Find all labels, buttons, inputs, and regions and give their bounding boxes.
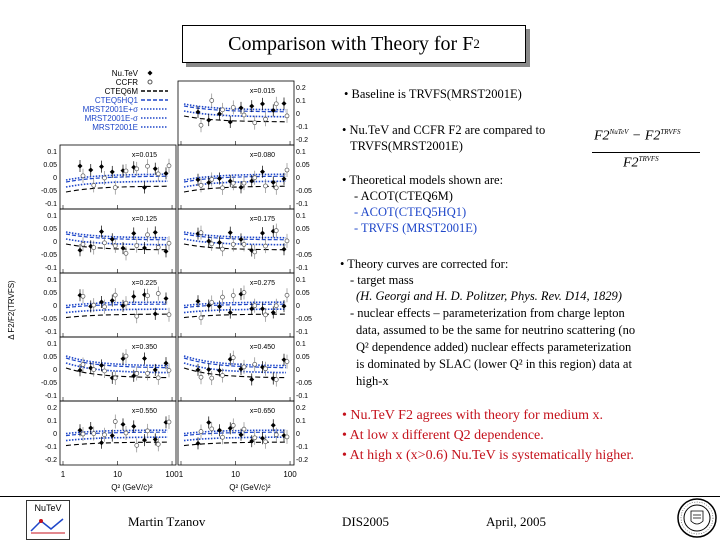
ccfr-point: [92, 303, 96, 307]
nutev-point: [206, 367, 211, 372]
ccfr-point: [221, 186, 225, 190]
legend-label: CTEQ6M: [104, 87, 138, 96]
formula-fraction-line: [592, 152, 700, 153]
nutev-point: [196, 441, 201, 446]
ccfr-point: [242, 427, 246, 431]
panel-x-label: x=0.450: [249, 344, 276, 351]
plot-panel: [60, 337, 176, 401]
ccfr-point: [146, 294, 150, 298]
y-tick-label: 0.1: [296, 341, 306, 348]
ccfr-point: [103, 241, 107, 245]
ccfr-point: [113, 244, 117, 248]
ccfr-point: [156, 376, 160, 380]
ccfr-point: [124, 354, 128, 358]
y-tick-label: -0.1: [296, 444, 309, 451]
y-tick-label: -0.05: [296, 316, 312, 323]
formula-den-f2: F2: [623, 155, 639, 171]
ccfr-point: [274, 433, 278, 437]
ccfr-point: [274, 102, 278, 106]
ccfr-point: [81, 174, 85, 178]
slide-title-text: Comparison with Theory for F: [228, 32, 474, 55]
ccfr-point: [135, 443, 139, 447]
ccfr-point: [231, 293, 235, 297]
ccfr-point: [146, 233, 150, 237]
y-tick-label: 0.05: [296, 354, 310, 361]
plot-panel: [178, 209, 294, 273]
nutev-point: [153, 230, 158, 235]
ccfr-point: [253, 176, 257, 180]
bullet-model-acot5hq1: - ACOT(CTEQ5HQ1): [354, 205, 467, 219]
f2-comparison-plot: [0, 60, 340, 510]
ccfr-point: [242, 181, 246, 185]
ccfr-point: [210, 242, 214, 246]
ccfr-point: [124, 251, 128, 255]
formula-numerator: [594, 128, 680, 145]
ccfr-point: [242, 291, 246, 295]
y-tick-label: -0.1: [296, 329, 309, 336]
plot-panel: [60, 145, 176, 209]
y-tick-label: 0.2: [296, 405, 306, 412]
ccfr-point: [221, 108, 225, 112]
y-tick-label: 0: [296, 367, 300, 374]
ccfr-point: [135, 371, 139, 375]
bullet-models-head: • Theoretical models shown are:: [342, 173, 504, 187]
panel-x-label: x=0.015: [131, 152, 158, 159]
conclusion-medium-x: • Nu.TeV F2 agrees with theory for medium x.: [342, 408, 604, 423]
x-tick-label: 100: [165, 470, 179, 479]
ccfr-point: [231, 356, 235, 360]
x-tick-label: 10: [231, 470, 240, 479]
y-tick-label: -0.2: [296, 137, 309, 144]
bullet-reference: (H. Georgi and H. D. Politzer, Phys. Rev. D14, 1829): [356, 289, 622, 303]
footer-author: Martin Tzanov: [128, 514, 206, 529]
nutev-point: [217, 368, 222, 373]
y-tick-label: -0.05: [296, 380, 312, 387]
ccfr-point: [146, 429, 150, 433]
nutev-point: [131, 424, 136, 429]
bullet-compared-l2: TRVFS(MRST2001E): [350, 139, 463, 153]
bullet-corrected-head: • Theory curves are corrected for:: [340, 257, 509, 271]
nutev-point: [260, 231, 265, 236]
ccfr-point: [124, 301, 128, 305]
ccfr-point: [103, 176, 107, 180]
ccfr-point: [285, 293, 289, 297]
x-axis-label-left: Q² (GeV/c)²: [111, 483, 153, 492]
y-tick-label: -0.2: [44, 457, 57, 464]
x-tick-label: 1: [60, 470, 66, 479]
ccfr-point: [167, 313, 171, 317]
nutev-point: [164, 296, 169, 301]
nutev-point: [88, 425, 93, 430]
ccfr-point: [264, 184, 268, 188]
bullet-nuclear-l3: Q² dependence added) nuclear effects parameterization: [356, 340, 632, 354]
y-tick-label: -0.05: [41, 252, 57, 259]
ccfr-point: [285, 435, 289, 439]
y-tick-label: 0: [296, 431, 300, 438]
ccfr-point: [274, 378, 278, 382]
ccfr-point: [103, 433, 107, 437]
y-tick-label: 0.05: [43, 290, 57, 297]
y-tick-label: -0.1: [44, 444, 57, 451]
nutev-point: [164, 171, 169, 176]
nutev-logo-text: NuTeV: [34, 503, 62, 513]
ccfr-point: [199, 231, 203, 235]
plot-panel: [60, 401, 176, 465]
nutev-point: [153, 166, 158, 171]
plot-panel: [60, 273, 176, 337]
nutev-point: [121, 246, 126, 251]
y-tick-label: -0.1: [44, 329, 57, 336]
y-tick-label: -0.05: [41, 380, 57, 387]
legend-label: MRST2001E: [92, 123, 138, 132]
y-tick-label: -0.1: [44, 265, 57, 272]
ccfr-point: [285, 239, 289, 243]
y-tick-label: -0.1: [296, 124, 309, 131]
nutev-point: [196, 299, 201, 304]
y-tick-label: 0.1: [296, 418, 306, 425]
ccfr-point: [199, 429, 203, 433]
y-tick-label: -0.05: [296, 252, 312, 259]
nutev-point: [121, 422, 126, 427]
plot-panel: [178, 337, 294, 401]
conclusion-high-x: • At high x (x>0.6) Nu.TeV is systematically higher.: [342, 448, 634, 463]
ccfr-point: [253, 436, 257, 440]
ccfr-point: [242, 113, 246, 117]
x-axis-label-right: Q² (GeV/c)²: [229, 483, 271, 492]
y-tick-label: -0.1: [44, 201, 57, 208]
ccfr-point: [167, 420, 171, 424]
panel-x-label: x=0.125: [131, 216, 158, 223]
x-tick-label: 10: [113, 470, 122, 479]
legend-label: Nu.TeV: [111, 69, 138, 78]
panel-x-label: x=0.225: [131, 280, 158, 287]
ccfr-point: [285, 168, 289, 172]
cteq6m-curve: [184, 116, 286, 122]
panel-x-label: x=0.350: [131, 344, 158, 351]
ccfr-point: [264, 440, 268, 444]
y-tick-label: 0.1: [47, 213, 57, 220]
plot-panel: [178, 145, 294, 209]
bullet-nuclear-l2: data, assumed to be the same for neutrino scattering (no: [356, 323, 636, 337]
ccfr-point: [199, 375, 203, 379]
university-seal-icon: [676, 497, 718, 539]
cteq6m-curve: [66, 442, 168, 446]
mrst-minus-sigma-curve: [66, 437, 168, 441]
y-tick-label: -0.1: [296, 265, 309, 272]
nutev-point: [131, 231, 136, 236]
ccfr-point: [210, 427, 214, 431]
bullet-nuclear-l4: is dominated by SLAC (lower Q² in this region) data at: [356, 357, 632, 371]
y-tick-label: -0.2: [296, 457, 309, 464]
y-tick-label: 0: [53, 303, 57, 310]
panel-x-label: x=0.550: [131, 408, 158, 415]
y-tick-label: 0: [296, 111, 300, 118]
ccfr-point: [167, 164, 171, 168]
ccfr-point: [231, 423, 235, 427]
ccfr-point: [167, 241, 171, 245]
y-tick-label: 0: [53, 175, 57, 182]
formula-f2-nutev: F2: [594, 128, 610, 144]
ccfr-point: [92, 183, 96, 187]
ccfr-point: [167, 368, 171, 372]
nutev-point: [131, 294, 136, 299]
nutev-point: [110, 169, 115, 174]
formula-sup-nutev: NuTeV: [609, 128, 629, 136]
slide-title: [182, 25, 526, 63]
ccfr-point: [113, 420, 117, 424]
y-tick-label: 0: [53, 367, 57, 374]
nutev-point: [239, 105, 244, 110]
nutev-point: [206, 118, 211, 123]
ccfr-point: [264, 244, 268, 248]
y-tick-label: 0.05: [296, 162, 310, 169]
x-tick-label: 1: [178, 470, 184, 479]
nutev-point: [206, 420, 211, 425]
y-tick-label: 0.1: [296, 98, 306, 105]
mrst-minus-sigma-curve: [184, 309, 286, 313]
ccfr-point: [156, 442, 160, 446]
ccfr-point: [103, 369, 107, 373]
ccfr-point: [210, 177, 214, 181]
formula-minus-f2: − F2: [628, 128, 661, 144]
ccfr-point: [274, 304, 278, 308]
x-tick-label: 100: [283, 470, 297, 479]
ccfr-point: [231, 242, 235, 246]
nutev-point: [260, 169, 265, 174]
y-tick-label: 0.05: [296, 290, 310, 297]
ccfr-point: [264, 367, 268, 371]
y-tick-label: -0.05: [296, 188, 312, 195]
legend-label: MRST2001E-σ: [84, 114, 138, 123]
y-tick-label: 0: [53, 431, 57, 438]
y-tick-label: 0: [296, 239, 300, 246]
nutev-point: [88, 168, 93, 173]
nutev-point: [99, 229, 104, 234]
ccfr-point: [124, 431, 128, 435]
y-tick-label: -0.05: [41, 316, 57, 323]
y-tick-label: 0: [296, 303, 300, 310]
ccfr-point: [285, 114, 289, 118]
ccfr-point: [146, 164, 150, 168]
ccfr-point: [135, 167, 139, 171]
y-tick-label: 0.05: [43, 162, 57, 169]
ccfr-point: [253, 362, 257, 366]
plot-panel: [178, 81, 294, 145]
ccfr-point: [92, 246, 96, 250]
ccfr-point: [146, 371, 150, 375]
nutev-point: [99, 440, 104, 445]
nutev-logo: [26, 500, 70, 540]
y-tick-label: 0: [296, 175, 300, 182]
ccfr-point: [242, 365, 246, 369]
panel-x-label: x=0.080: [249, 152, 276, 159]
ccfr-point: [81, 432, 85, 436]
ccfr-point: [221, 295, 225, 299]
y-tick-label: 0.1: [296, 277, 306, 284]
ccfr-point: [274, 186, 278, 190]
nutev-point: [142, 356, 147, 361]
ccfr-point: [81, 242, 85, 246]
nutev-point: [282, 247, 287, 252]
y-tick-label: 0.1: [47, 277, 57, 284]
nutev-point: [99, 363, 104, 368]
ccfr-point: [81, 363, 85, 367]
panel-x-label: x=0.650: [249, 408, 276, 415]
y-tick-label: 0.1: [47, 149, 57, 156]
cteq6m-curve: [66, 314, 168, 318]
ccfr-point: [274, 229, 278, 233]
nutev-point: [99, 164, 104, 169]
legend-label: CTEQ5HQ1: [94, 96, 138, 105]
y-tick-label: 0.1: [47, 341, 57, 348]
y-tick-label: 0: [53, 239, 57, 246]
mrst-minus-sigma-curve: [184, 437, 286, 441]
bullet-nuclear-l1: - nuclear effects – parameterization from charge lepton: [350, 306, 625, 320]
nutev-logo-graphic: [27, 513, 69, 537]
y-tick-label: 0.05: [296, 226, 310, 233]
mrst-minus-sigma-curve: [66, 309, 168, 313]
ccfr-point: [113, 293, 117, 297]
panel-x-label: x=0.275: [249, 280, 276, 287]
nutev-point: [260, 306, 265, 311]
bullet-nuclear-l5: high-x: [356, 374, 389, 388]
ccfr-point: [210, 376, 214, 380]
legend-label: MRST2001E+σ: [82, 105, 138, 114]
ccfr-point: [92, 432, 96, 436]
legend-marker: [148, 80, 152, 84]
y-tick-label: -0.1: [44, 393, 57, 400]
formula-sup-trvfs: TRVFS: [660, 128, 681, 136]
y-axis-label: Δ F2/F2(TRVFS): [7, 280, 16, 340]
nutev-point: [249, 377, 254, 382]
ccfr-point: [264, 313, 268, 317]
y-tick-label: 0.1: [47, 418, 57, 425]
formula-denominator: [623, 155, 659, 172]
ccfr-point: [264, 117, 268, 121]
nutev-point: [239, 185, 244, 190]
nutev-point: [282, 101, 287, 106]
y-tick-label: 0.2: [296, 85, 306, 92]
nutev-point: [142, 185, 147, 190]
ccfr-point: [156, 291, 160, 295]
ccfr-point: [231, 181, 235, 185]
nutev-point: [249, 104, 254, 109]
ccfr-point: [199, 123, 203, 127]
y-tick-label: 0.1: [296, 149, 306, 156]
conclusion-low-x: • At low x different Q2 dependence.: [342, 428, 544, 443]
ccfr-point: [124, 169, 128, 173]
bullet-target-mass: - target mass: [350, 273, 414, 287]
footer-divider: [0, 496, 720, 497]
slide-title-subscript: 2: [473, 36, 480, 51]
nutev-point: [153, 311, 158, 316]
ccfr-point: [285, 360, 289, 364]
bullet-model-acot6m: - ACOT(CTEQ6M): [354, 189, 453, 203]
nutev-point: [228, 230, 233, 235]
cteq6m-curve: [184, 186, 286, 192]
plot-panel: [60, 209, 176, 273]
legend-label: CCFR: [115, 78, 138, 87]
bullet-compared-l1: • Nu.TeV and CCFR F2 are compared to: [342, 123, 546, 137]
ccfr-point: [253, 121, 257, 125]
ccfr-point: [156, 172, 160, 176]
panel-x-label: x=0.175: [249, 216, 276, 223]
nutev-point: [260, 101, 265, 106]
ccfr-point: [231, 105, 235, 109]
y-tick-label: 0.2: [47, 405, 57, 412]
y-tick-label: -0.05: [41, 188, 57, 195]
bullet-model-trvfs: - TRVFS (MRST2001E): [354, 221, 478, 235]
nutev-point: [78, 248, 83, 253]
ccfr-point: [242, 242, 246, 246]
nutev-point: [78, 164, 83, 169]
ccfr-point: [103, 305, 107, 309]
ccfr-point: [81, 294, 85, 298]
ccfr-point: [221, 435, 225, 439]
nutev-point: [271, 423, 276, 428]
y-tick-label: 0.05: [43, 354, 57, 361]
formula-den-sup: TRVFS: [638, 155, 659, 163]
panel-x-label: x=0.015: [249, 88, 276, 95]
nutev-point: [217, 240, 222, 245]
ccfr-point: [253, 250, 257, 254]
ccfr-point: [135, 244, 139, 248]
ccfr-point: [253, 304, 257, 308]
y-tick-label: -0.1: [296, 393, 309, 400]
ccfr-point: [135, 314, 139, 318]
ccfr-point: [199, 316, 203, 320]
footer-date: April, 2005: [486, 514, 546, 529]
nutev-point: [217, 428, 222, 433]
ccfr-point: [221, 373, 225, 377]
legend-marker: [148, 71, 153, 76]
ccfr-point: [113, 376, 117, 380]
ccfr-point: [156, 245, 160, 249]
y-tick-label: 0.05: [43, 226, 57, 233]
ccfr-point: [199, 183, 203, 187]
ccfr-point: [221, 247, 225, 251]
ccfr-point: [210, 99, 214, 103]
footer-conference: DIS2005: [342, 514, 389, 529]
nutev-point: [239, 237, 244, 242]
ccfr-point: [113, 186, 117, 190]
bullet-baseline: • Baseline is TRVFS(MRST2001E): [344, 87, 522, 101]
y-tick-label: 0.1: [296, 213, 306, 220]
ccfr-point: [210, 300, 214, 304]
ccfr-point: [92, 368, 96, 372]
y-tick-label: -0.1: [296, 201, 309, 208]
